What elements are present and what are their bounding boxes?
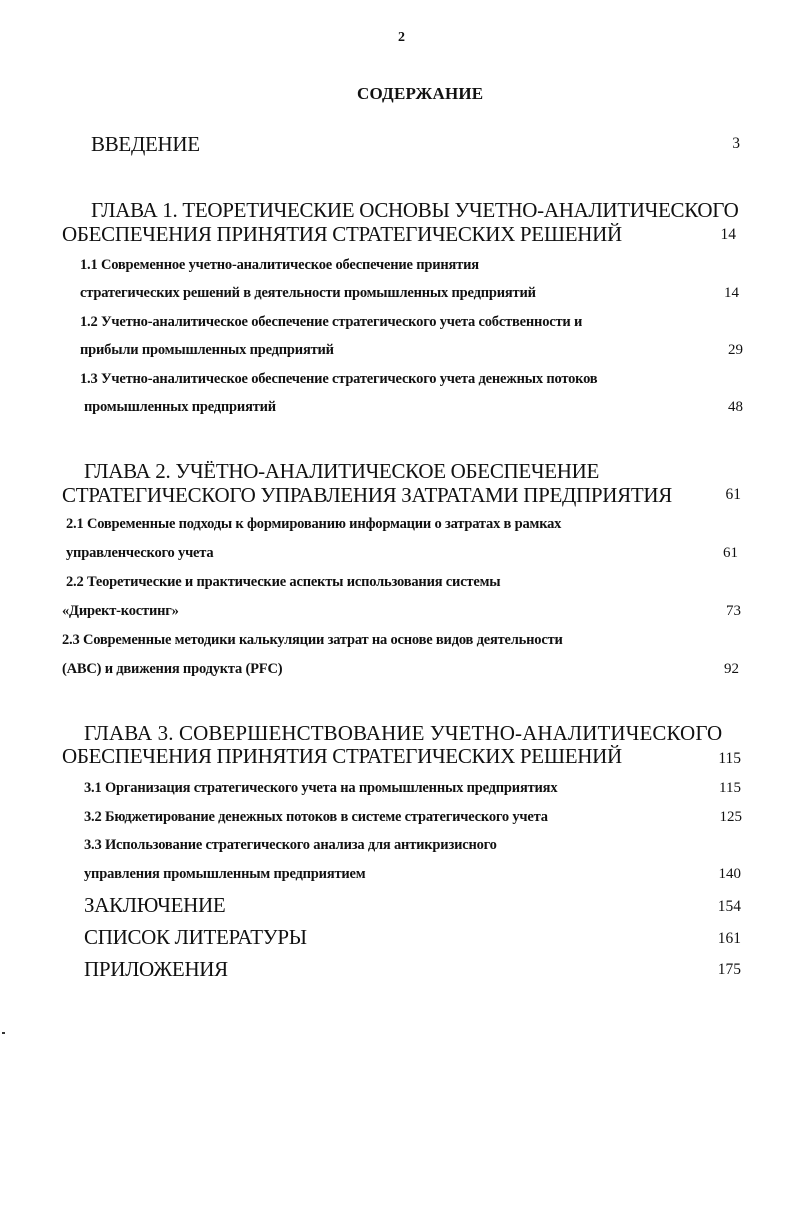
page-title: СОДЕРЖАНИЕ (357, 84, 484, 103)
toc-chapter3-page: 115 (718, 750, 741, 767)
toc-section-3-2[interactable]: 3.2 Бюджетирование денежных потоков в системе стратегического учета (84, 809, 548, 825)
toc-chapter1-title[interactable]: ГЛАВА 1. ТЕОРЕТИЧЕСКИЕ ОСНОВЫ УЧЕТНО-АНАЛИТИЧЕСКОГО (91, 198, 739, 222)
toc-intro[interactable]: ВВЕДЕНИЕ (91, 132, 200, 156)
toc-section-2-2[interactable]: 2.2 Теоретические и практические аспекты использования системы (66, 574, 501, 590)
toc-intro-page: 3 (732, 135, 740, 152)
toc-section-2-2-page: 73 (726, 603, 741, 619)
toc-section-2-3[interactable]: 2.3 Современные методики калькуляции затрат на основе видов деятельности (62, 632, 563, 648)
toc-appendices[interactable]: ПРИЛОЖЕНИЯ (84, 957, 228, 981)
toc-section-1-3-page: 48 (728, 399, 743, 415)
toc-section-3-1-page: 115 (719, 780, 741, 796)
toc-section-1-1-page: 14 (724, 285, 739, 301)
toc-chapter3-title-cont[interactable]: ОБЕСПЕЧЕНИЯ ПРИНЯТИЯ СТРАТЕГИЧЕСКИХ РЕШЕНИЙ (62, 744, 622, 768)
toc-conclusion-page: 154 (717, 898, 741, 915)
page-number: 2 (398, 30, 405, 45)
toc-conclusion[interactable]: ЗАКЛЮЧЕНИЕ (84, 893, 226, 917)
toc-section-3-3[interactable]: 3.3 Использование стратегического анализа для антикризисного (84, 837, 497, 853)
toc-appendices-page: 175 (717, 961, 741, 978)
scan-speck (2, 1032, 5, 1034)
toc-section-1-1-cont[interactable]: стратегических решений в деятельности промышленных предприятий (80, 285, 536, 301)
toc-chapter3-title[interactable]: ГЛАВА 3. СОВЕРШЕНСТВОВАНИЕ УЧЕТНО-АНАЛИТИЧЕСКОГО (84, 721, 723, 745)
toc-section-3-2-page: 125 (719, 809, 742, 825)
toc-references-page: 161 (717, 930, 741, 947)
toc-section-2-1[interactable]: 2.1 Современные подходы к формированию информации о затратах в рамках (66, 516, 562, 532)
toc-section-1-2-page: 29 (728, 342, 743, 358)
toc-section-3-3-cont[interactable]: управления промышленным предприятием (84, 866, 366, 882)
toc-chapter2-title[interactable]: ГЛАВА 2. УЧЁТНО-АНАЛИТИЧЕСКОЕ ОБЕСПЕЧЕНИЕ (84, 459, 600, 483)
toc-section-2-1-cont[interactable]: управленческого учета (66, 545, 214, 561)
toc-section-2-3-page: 92 (724, 661, 739, 677)
toc-chapter1-title-cont[interactable]: ОБЕСПЕЧЕНИЯ ПРИНЯТИЯ СТРАТЕГИЧЕСКИХ РЕШЕНИЙ (62, 222, 622, 246)
toc-section-2-3-cont[interactable]: (АВС) и движения продукта (PFC) (62, 661, 283, 677)
toc-section-1-2[interactable]: 1.2 Учетно-аналитическое обеспечение стратегического учета собственности и (80, 314, 583, 330)
toc-section-1-1[interactable]: 1.1 Современное учетно-аналитическое обеспечение принятия (80, 257, 479, 273)
toc-chapter2-title-cont[interactable]: СТРАТЕГИЧЕСКОГО УПРАВЛЕНИЯ ЗАТРАТАМИ ПРЕДПРИЯТИЯ (62, 483, 672, 507)
toc-section-1-2-cont[interactable]: прибыли промышленных предприятий (80, 342, 334, 358)
toc-chapter1-page: 14 (720, 226, 736, 243)
toc-section-3-3-page: 140 (718, 866, 741, 882)
toc-references[interactable]: СПИСОК ЛИТЕРАТУРЫ (84, 925, 307, 949)
toc-chapter2-page: 61 (725, 486, 741, 503)
toc-section-2-2-cont[interactable]: «Директ-костинг» (62, 603, 179, 619)
toc-section-3-1[interactable]: 3.1 Организация стратегического учета на промышленных предприятиях (84, 780, 558, 796)
toc-section-2-1-page: 61 (723, 545, 738, 561)
toc-section-1-3-cont[interactable]: промышленных предприятий (84, 399, 276, 415)
toc-section-1-3[interactable]: 1.3 Учетно-аналитическое обеспечение стратегического учета денежных потоков (80, 371, 598, 387)
